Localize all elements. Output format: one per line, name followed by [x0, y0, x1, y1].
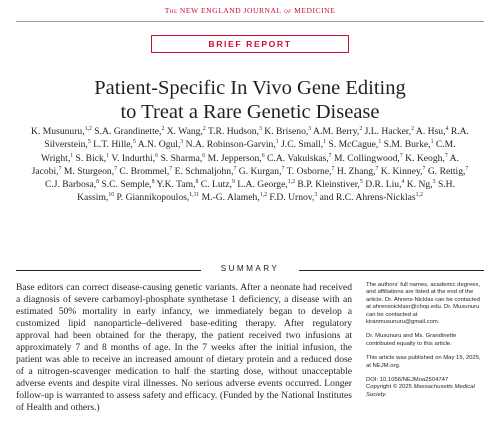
author-name: C.M. Wright,	[41, 139, 456, 164]
author	[157, 179, 199, 190]
masthead-prefix: The	[164, 6, 180, 15]
author	[138, 139, 184, 150]
author-affiliation-number: 1	[430, 139, 434, 146]
author-affiliation-number: 3	[308, 125, 312, 132]
author-name: A. Jacobi,	[31, 152, 459, 177]
copyright-holder: Massachusetts Medical Society.	[366, 384, 475, 398]
affiliations-note: The authors' full names, academic degrees, and affiliations are listed at the end of the article. Dr. Ahrens-Nicklas can be contacted at ahrensnicklasr@chop.edu. Dr. Musunuru can be contacted at kiranmusunuru@gmail.com.	[366, 282, 481, 326]
author-name: E. Schmaljohn,	[174, 165, 234, 177]
author	[365, 126, 414, 137]
author	[313, 126, 362, 137]
author-name: M. Collingwood,	[333, 152, 400, 164]
author	[329, 139, 382, 150]
author	[297, 179, 362, 190]
journal-masthead	[0, 6, 500, 15]
author-affiliation-number: 1,2	[84, 125, 92, 132]
author-name: C.A. Vakulskas,	[267, 152, 329, 164]
author-affiliation-number: 7	[375, 165, 379, 172]
masthead-journal: NEW ENGLAND JOURNAL	[179, 6, 282, 15]
title-line-2: to Treat a Rare Genetic Disease	[120, 101, 380, 123]
author-affiliation-number: 4	[445, 125, 449, 132]
author-affiliation-number: 1	[70, 152, 74, 159]
author-name: R.A. Silverstein,	[44, 126, 469, 151]
author-list	[28, 125, 472, 205]
author-affiliation-number: 5	[87, 139, 91, 146]
author-affiliation-number: 7	[281, 165, 285, 172]
author-affiliation-number: 7	[465, 165, 469, 172]
author-name: G. Kurgan,	[238, 165, 282, 177]
author-affiliation-number: 7	[399, 152, 403, 159]
section-badge: BRIEF REPORT	[151, 35, 349, 53]
author	[160, 153, 205, 164]
author-affiliation-number: 7	[114, 165, 118, 172]
summary-heading: SUMMARY	[220, 264, 280, 273]
author	[186, 139, 279, 150]
author-affiliation-number: 7	[233, 165, 237, 172]
author-name: C. Brommel,	[119, 165, 170, 177]
abstract	[16, 282, 352, 414]
author-name: S.H. Kassim,	[77, 179, 456, 204]
author-name: K. Kinney,	[380, 165, 423, 177]
author	[405, 153, 448, 164]
author	[45, 179, 99, 190]
author	[428, 166, 468, 177]
author-name: M. Jepperson,	[207, 152, 262, 164]
published-note: This article was published on May 15, 2025, at NEJM.org.	[366, 355, 481, 369]
author-name: S. Bick,	[75, 152, 107, 164]
author-affiliation-number: 8	[151, 179, 155, 185]
author	[201, 179, 235, 190]
masthead-name: MEDICINE	[294, 6, 336, 15]
author-affiliation-number: 1	[378, 139, 382, 146]
author-name: T.R. Hudson,	[207, 126, 259, 137]
author-name: C.J. Barbosa,	[44, 179, 97, 191]
author	[175, 166, 237, 177]
author	[239, 166, 285, 177]
article-title	[0, 76, 500, 124]
doi[interactable]: DOI: 10.1056/NEJMoa2504747	[366, 377, 449, 384]
author-name: and R.C. Ahrens-Nicklas	[319, 192, 416, 204]
author-affiliation-number: 1	[275, 139, 279, 146]
article-sidebar	[366, 282, 486, 399]
author-affiliation-number: 2	[161, 125, 165, 132]
author-affiliation-number: 1,2	[287, 179, 295, 185]
author-affiliation-number: 7	[422, 165, 426, 172]
author-name: J.L. Hacker,	[364, 126, 412, 137]
author-affiliation-number: 7	[444, 152, 448, 159]
author-affiliation-number: 3	[258, 125, 262, 132]
author	[365, 179, 404, 190]
author-name: K. Ng,	[406, 179, 433, 191]
author	[101, 179, 154, 190]
author-name: S.C. Semple,	[101, 179, 152, 191]
author	[287, 166, 335, 177]
author-name: G. Rettig,	[427, 165, 466, 177]
author	[111, 153, 158, 164]
author-affiliation-number: 7	[58, 165, 62, 172]
author-affiliation-number: 8	[96, 179, 100, 185]
author-name: Y.K. Tam,	[156, 179, 196, 191]
author-name: N.A. Robinson-Garvin,	[185, 139, 276, 151]
author	[381, 166, 426, 177]
author-name: K. Briseno,	[264, 126, 309, 137]
author-name: A.M. Berry,	[313, 126, 360, 137]
author-affiliation-number: 2	[411, 125, 415, 132]
author-name: A.N. Ogul,	[137, 139, 181, 151]
author-affiliation-number: 7	[169, 165, 173, 172]
author-name: L.A. George,	[237, 179, 288, 191]
author	[117, 192, 200, 203]
author-name: J.C. Small,	[281, 139, 324, 151]
author	[384, 139, 434, 150]
author-name: A. Hsu,	[415, 126, 446, 137]
author	[264, 126, 311, 137]
title-line-1: Patient-Specific In Vivo Gene Editing	[94, 77, 406, 99]
author-affiliation-number: 5	[132, 139, 136, 146]
author-name: L.T. Hille,	[93, 139, 133, 151]
author-affiliation-number: 1	[323, 139, 327, 146]
equal-contribution-note: Dr. Musunuru and Ms. Grandinette contributed equally to this article.	[366, 333, 457, 347]
author-name: K. Keogh,	[405, 152, 445, 164]
author	[269, 192, 317, 203]
author	[208, 126, 262, 137]
author	[407, 179, 436, 190]
author-name: S.A. Grandinette,	[94, 126, 162, 137]
author	[281, 139, 326, 150]
abstract-text: Base editors can correct disease-causing genetic variants. After a neonate had received a diagnosis of severe carbamoyl-phosphate synthetase 1 deficiency, a disease with an estimated 50% mortality in early infancy, we immediately began to develop a customized lipid nanoparticle–delivered base-editing therapy. After regulatory approval had been obtained for the therapy, the patient received two infusions at approximately 7 and 8 months of age. In the 7 weeks after the initial infusion, the patient was able to receive an increased amount of dietary protein and a reduced dose of a nitrogen-scavenger medication to half the starting dose, without unacceptable adverse events and despite viral illnesses. No serious adverse events occurred. Longer follow-up is warranted to assess safety and efficacy. (Funded by the National Institutes of Health and others.)	[16, 282, 352, 413]
author-name: S.M. Burke,	[383, 139, 431, 151]
author-affiliation-number: 6	[202, 152, 206, 159]
author-affiliation-number: 5	[359, 179, 363, 185]
author-affiliation-number: 2	[359, 125, 363, 132]
author	[208, 153, 265, 164]
author	[202, 192, 267, 203]
author	[64, 166, 117, 177]
author-affiliation-number: 1	[106, 152, 110, 159]
author-affiliation-number: 4	[401, 179, 405, 185]
author-affiliation-number: 8	[195, 179, 199, 185]
author	[119, 166, 172, 177]
author	[320, 192, 423, 203]
author-affiliation-number: 6	[261, 152, 265, 159]
author	[76, 153, 110, 164]
author	[31, 126, 92, 137]
author-name: M. Sturgeon,	[63, 165, 115, 177]
author-name: M.-G. Alameh,	[201, 192, 260, 204]
author-affiliation-number: 1,2	[259, 192, 267, 199]
author-affiliation-number: 7	[331, 165, 335, 172]
author-affiliation-number: 3	[432, 179, 436, 185]
author	[167, 126, 206, 137]
author-name: X. Wang,	[166, 126, 203, 137]
author-name: K. Musunuru,	[31, 126, 85, 137]
author-name: D.R. Liu,	[365, 179, 402, 191]
author	[337, 166, 379, 177]
header-divider	[16, 21, 484, 22]
author-affiliation-number: 3	[314, 192, 318, 199]
author-affiliation-number: 1,2	[415, 192, 423, 199]
author-affiliation-number: 2	[202, 125, 206, 132]
author-affiliation-number: 3	[180, 139, 184, 146]
author-name: S. Sharma,	[160, 152, 203, 164]
author-name: P. Giannikopoulos,	[116, 192, 190, 204]
author	[237, 179, 295, 190]
author-affiliation-number: 1,11	[189, 192, 200, 199]
author-name: F.D. Urnov,	[269, 192, 315, 204]
author	[267, 153, 332, 164]
author-affiliation-number: 6	[155, 152, 159, 159]
copyright-prefix: Copyright © 2025	[366, 384, 414, 391]
author	[416, 126, 449, 137]
author	[93, 139, 136, 150]
summary-rule-right	[299, 270, 484, 271]
author	[94, 126, 164, 137]
author-name: T. Osborne,	[286, 165, 332, 177]
author-name: S. McCague,	[328, 139, 379, 151]
author-name: H. Zhang,	[336, 165, 376, 177]
author-name: V. Indurthi,	[111, 152, 156, 164]
author-affiliation-number: 10	[108, 192, 115, 199]
author-affiliation-number: 7	[328, 152, 332, 159]
author-affiliation-number: 9	[231, 179, 235, 185]
masthead-of: of	[281, 6, 295, 15]
author-name: C. Lutz,	[200, 179, 232, 191]
author	[334, 153, 403, 164]
copyright	[366, 384, 486, 399]
author-name: B.P. Kleinstiver,	[297, 179, 360, 191]
